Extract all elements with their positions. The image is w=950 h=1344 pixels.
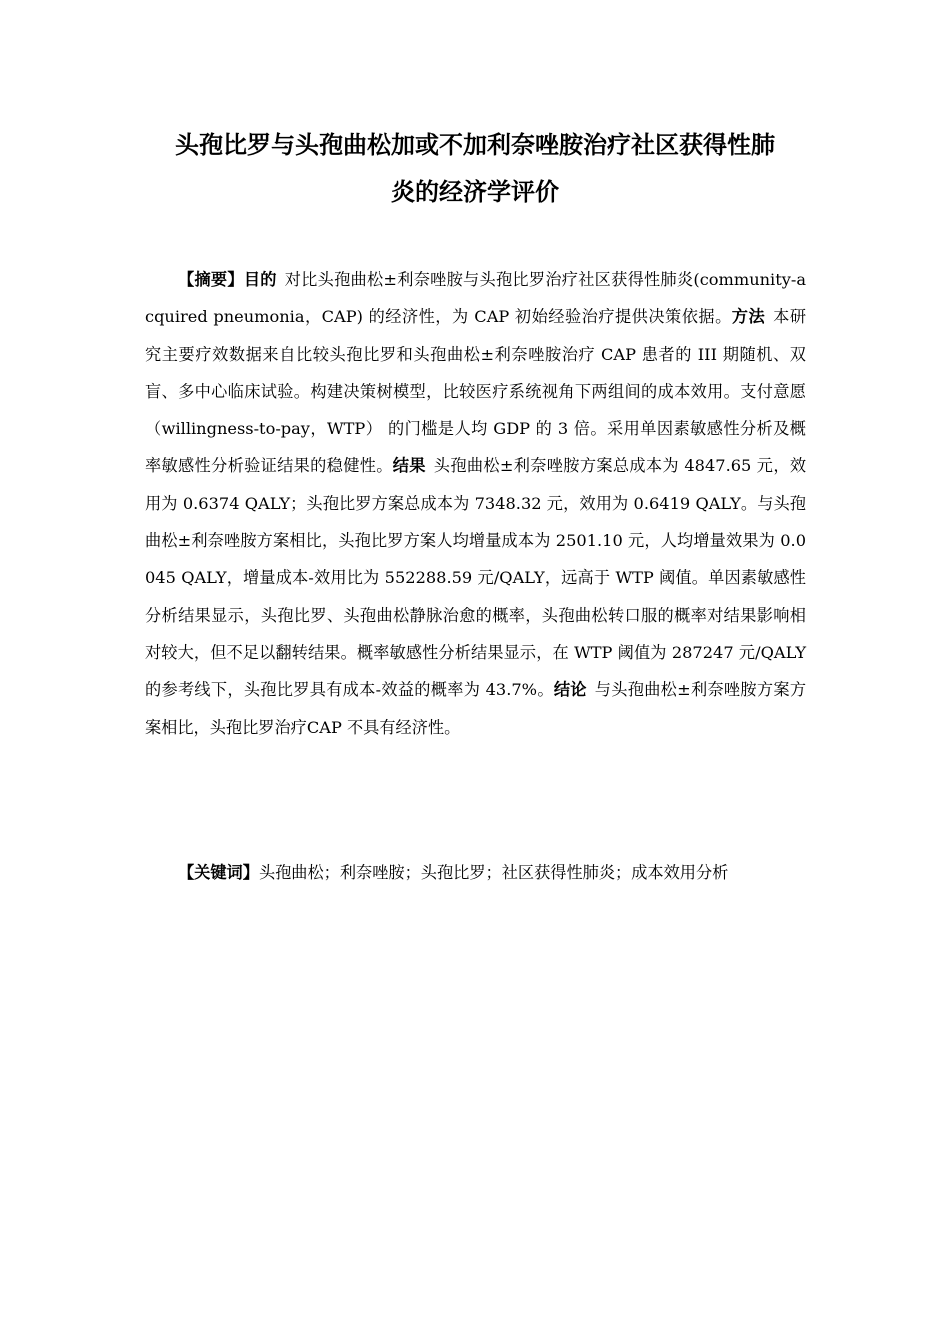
paper-title [120, 122, 830, 216]
results-label: 结果 [392, 456, 426, 476]
conclusion-text: 与头孢曲松±利奈唑胺方案方案相比，头孢比罗治疗CAP 不具有经济性。 [145, 680, 807, 737]
keywords-text: 头孢曲松；利奈唑胺；头孢比罗；社区获得性肺炎；成本效用分析 [258, 863, 729, 882]
abstract-paragraph [145, 261, 806, 746]
results-text: 头孢曲松±利奈唑胺方案总成本为 4847.65 元，效用为 0.6374 QALY；头孢比罗方案总成本为 7348.32 元，效用为 0.6419 QALY。与头孢曲松±利奈唑胺方案相比，头孢比罗方案人均增量成本为 2501.10 元，人均增量效果为 0.0045 QALY，增量成本-效用比为 552288.59 元/QALY，远高于 WTP 阈值。单因素敏感性分析结果显示，头孢比罗、头孢曲松静脉治愈的概率，头孢曲松转口服的概率对结果影响相对较大，但不足以翻转结果。概率敏感性分析结果显示，在 WTP 阈值为 287247 元/QALY 的参考线下，头孢比罗具有成本-效益的概率为 43.7%。 [145, 456, 807, 700]
title-line-1: 头孢比罗与头孢曲松加或不加利奈唑胺治疗社区获得性肺 [175, 131, 775, 159]
keywords-paragraph [145, 854, 806, 891]
objective-label: 目的 [243, 270, 277, 289]
methods-label: 方法 [731, 307, 766, 327]
objective-text: 对比头孢曲松±利奈唑胺与头孢比罗治疗社区获得性肺炎(community-acquired pneumonia，CAP) 的经济性，为 CAP 初始经验治疗提供决策依据。 [145, 270, 807, 327]
conclusion-label: 结论 [553, 680, 587, 700]
keywords-label: 【关键词】 [178, 863, 259, 882]
title-line-2: 炎的经济学评价 [391, 178, 559, 206]
methods-text: 本研究主要疗效数据来自比较头孢比罗和头孢曲松±利奈唑胺治疗 CAP 患者的 III 期随机、双盲、多中心临床试验。构建决策树模型，比较医疗系统视角下两组间的成本效用。支付意愿 （willingness-to-pay，WTP） 的门槛是人均 GDP 的 3 倍。采用单因素敏感性分析及概率敏感性分析验证结果的稳健性。 [145, 307, 807, 476]
abstract-label: 【摘要】 [178, 270, 244, 289]
